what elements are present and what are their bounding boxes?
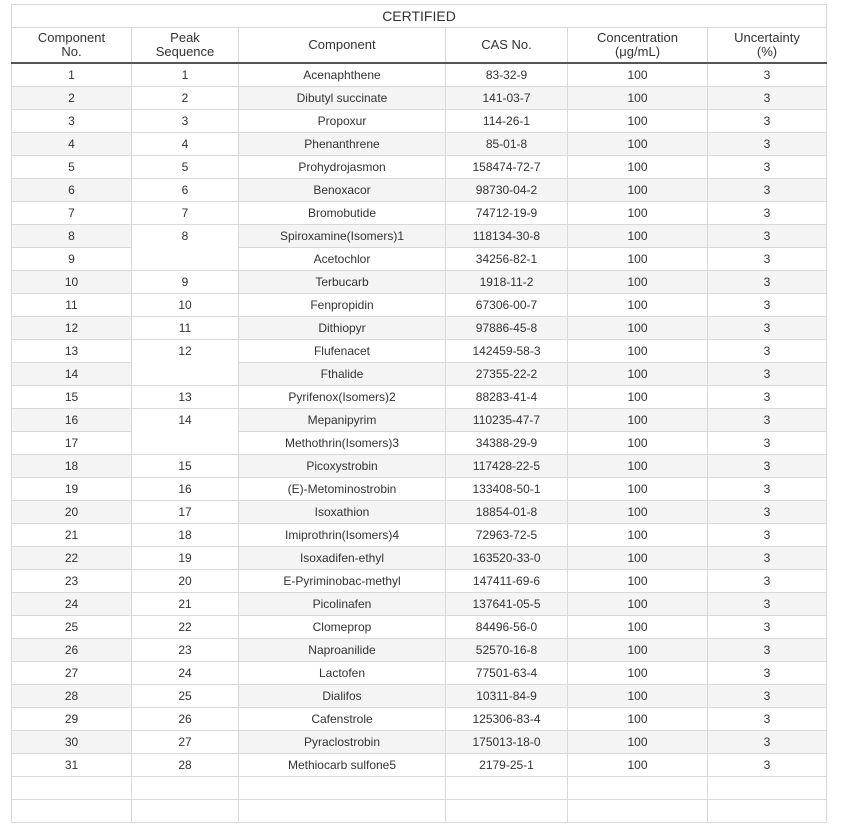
- cas-no-cell: 125306-83-4: [446, 708, 568, 731]
- component-no-cell: 17: [12, 432, 132, 455]
- cas-no-cell: 118134-30-8: [446, 225, 568, 248]
- cas-no-cell: 67306-00-7: [446, 294, 568, 317]
- table-row: [12, 340, 827, 363]
- peak-sequence-cell: 8: [132, 225, 239, 271]
- concentration-cell: 100: [568, 524, 708, 547]
- uncertainty-cell: 3: [708, 386, 827, 409]
- empty-cell: [239, 800, 446, 823]
- cas-no-cell: 1918-11-2: [446, 271, 568, 294]
- component-name-cell: Picolinafen: [239, 593, 446, 616]
- concentration-cell: 100: [568, 63, 708, 87]
- uncertainty-cell: 3: [708, 662, 827, 685]
- table-row: [12, 524, 827, 547]
- uncertainty-cell: 3: [708, 478, 827, 501]
- component-name-cell: Isoxathion: [239, 501, 446, 524]
- component-no-cell: 25: [12, 616, 132, 639]
- cas-no-cell: 141-03-7: [446, 87, 568, 110]
- peak-sequence-cell: 28: [132, 754, 239, 777]
- uncertainty-cell: 3: [708, 363, 827, 386]
- header-peak-sequence: Peak Sequence: [132, 28, 239, 64]
- component-name-cell: Acenaphthene: [239, 63, 446, 87]
- table-row: [12, 156, 827, 179]
- peak-sequence-cell: 15: [132, 455, 239, 478]
- component-no-cell: 27: [12, 662, 132, 685]
- component-no-cell: 8: [12, 225, 132, 248]
- uncertainty-cell: 3: [708, 593, 827, 616]
- concentration-cell: 100: [568, 685, 708, 708]
- concentration-cell: 100: [568, 110, 708, 133]
- concentration-cell: 100: [568, 409, 708, 432]
- cas-no-cell: 2179-25-1: [446, 754, 568, 777]
- table-row: [12, 386, 827, 409]
- cas-no-cell: 34388-29-9: [446, 432, 568, 455]
- uncertainty-cell: 3: [708, 754, 827, 777]
- peak-sequence-cell: 23: [132, 639, 239, 662]
- table-row: [12, 754, 827, 777]
- concentration-cell: 100: [568, 708, 708, 731]
- component-name-cell: Fthalide: [239, 363, 446, 386]
- component-name-cell: Dithiopyr: [239, 317, 446, 340]
- peak-sequence-cell: 7: [132, 202, 239, 225]
- component-name-cell: Clomeprop: [239, 616, 446, 639]
- cas-no-cell: 88283-41-4: [446, 386, 568, 409]
- cas-no-cell: 137641-05-5: [446, 593, 568, 616]
- concentration-cell: 100: [568, 363, 708, 386]
- concentration-cell: 100: [568, 639, 708, 662]
- table-row: [12, 409, 827, 432]
- empty-cell: [568, 777, 708, 800]
- component-name-cell: Phenanthrene: [239, 133, 446, 156]
- uncertainty-cell: 3: [708, 501, 827, 524]
- table-row: [12, 271, 827, 294]
- table-body: [12, 63, 827, 823]
- cas-no-cell: 117428-22-5: [446, 455, 568, 478]
- peak-sequence-cell: 24: [132, 662, 239, 685]
- uncertainty-cell: 3: [708, 685, 827, 708]
- component-name-cell: Flufenacet: [239, 340, 446, 363]
- table-title: CERTIFIED: [12, 5, 827, 28]
- concentration-cell: 100: [568, 271, 708, 294]
- table-row: [12, 478, 827, 501]
- cas-no-cell: 114-26-1: [446, 110, 568, 133]
- concentration-cell: 100: [568, 179, 708, 202]
- peak-sequence-cell: 25: [132, 685, 239, 708]
- component-name-cell: Pyrifenox(Isomers)2: [239, 386, 446, 409]
- peak-sequence-cell: 11: [132, 317, 239, 340]
- peak-sequence-cell: 10: [132, 294, 239, 317]
- table-row: [12, 685, 827, 708]
- concentration-cell: 100: [568, 731, 708, 754]
- component-name-cell: Pyraclostrobin: [239, 731, 446, 754]
- uncertainty-cell: 3: [708, 524, 827, 547]
- peak-sequence-cell: 26: [132, 708, 239, 731]
- table-title-row: [12, 5, 827, 28]
- uncertainty-cell: 3: [708, 432, 827, 455]
- peak-sequence-cell: 12: [132, 340, 239, 386]
- concentration-cell: 100: [568, 133, 708, 156]
- component-no-cell: 16: [12, 409, 132, 432]
- peak-sequence-cell: 27: [132, 731, 239, 754]
- component-name-cell: Fenpropidin: [239, 294, 446, 317]
- concentration-cell: 100: [568, 340, 708, 363]
- component-no-cell: 9: [12, 248, 132, 271]
- concentration-cell: 100: [568, 662, 708, 685]
- component-name-cell: Isoxadifen-ethyl: [239, 547, 446, 570]
- component-no-cell: 30: [12, 731, 132, 754]
- table-row: [12, 547, 827, 570]
- table-row: [12, 63, 827, 87]
- certified-components-table: [11, 4, 827, 823]
- component-no-cell: 21: [12, 524, 132, 547]
- uncertainty-cell: 3: [708, 547, 827, 570]
- cas-no-cell: 142459-58-3: [446, 340, 568, 363]
- component-name-cell: Spiroxamine(Isomers)1: [239, 225, 446, 248]
- concentration-cell: 100: [568, 202, 708, 225]
- component-no-cell: 4: [12, 133, 132, 156]
- table-row: [12, 179, 827, 202]
- empty-cell: [446, 800, 568, 823]
- table-row: [12, 662, 827, 685]
- table-row: [12, 616, 827, 639]
- cas-no-cell: 97886-45-8: [446, 317, 568, 340]
- empty-cell: [12, 777, 132, 800]
- peak-sequence-cell: 21: [132, 593, 239, 616]
- component-name-cell: Methiocarb sulfone5: [239, 754, 446, 777]
- component-no-cell: 26: [12, 639, 132, 662]
- uncertainty-cell: 3: [708, 616, 827, 639]
- uncertainty-cell: 3: [708, 317, 827, 340]
- component-no-cell: 2: [12, 87, 132, 110]
- concentration-cell: 100: [568, 593, 708, 616]
- concentration-cell: 100: [568, 432, 708, 455]
- uncertainty-cell: 3: [708, 271, 827, 294]
- uncertainty-cell: 3: [708, 87, 827, 110]
- component-no-cell: 10: [12, 271, 132, 294]
- component-no-cell: 5: [12, 156, 132, 179]
- component-name-cell: Mepanipyrim: [239, 409, 446, 432]
- component-no-cell: 28: [12, 685, 132, 708]
- component-name-cell: (E)-Metominostrobin: [239, 478, 446, 501]
- uncertainty-cell: 3: [708, 133, 827, 156]
- table-row: [12, 731, 827, 754]
- concentration-cell: 100: [568, 248, 708, 271]
- empty-cell: [132, 777, 239, 800]
- header-component: Component: [239, 28, 446, 64]
- concentration-cell: 100: [568, 386, 708, 409]
- table-row: [12, 110, 827, 133]
- uncertainty-cell: 3: [708, 294, 827, 317]
- component-name-cell: Dibutyl succinate: [239, 87, 446, 110]
- component-no-cell: 3: [12, 110, 132, 133]
- table-header-row: [12, 28, 827, 64]
- concentration-cell: 100: [568, 570, 708, 593]
- component-name-cell: Imiprothrin(Isomers)4: [239, 524, 446, 547]
- concentration-cell: 100: [568, 754, 708, 777]
- table-row: [12, 593, 827, 616]
- cas-no-cell: 83-32-9: [446, 63, 568, 87]
- cas-no-cell: 18854-01-8: [446, 501, 568, 524]
- concentration-cell: 100: [568, 478, 708, 501]
- uncertainty-cell: 3: [708, 202, 827, 225]
- component-name-cell: Methothrin(Isomers)3: [239, 432, 446, 455]
- component-no-cell: 29: [12, 708, 132, 731]
- concentration-cell: 100: [568, 87, 708, 110]
- uncertainty-cell: 3: [708, 248, 827, 271]
- peak-sequence-cell: 13: [132, 386, 239, 409]
- concentration-cell: 100: [568, 294, 708, 317]
- peak-sequence-cell: 18: [132, 524, 239, 547]
- component-no-cell: 23: [12, 570, 132, 593]
- component-no-cell: 22: [12, 547, 132, 570]
- table-row: [12, 133, 827, 156]
- cas-no-cell: 133408-50-1: [446, 478, 568, 501]
- component-name-cell: Propoxur: [239, 110, 446, 133]
- peak-sequence-cell: 22: [132, 616, 239, 639]
- component-no-cell: 11: [12, 294, 132, 317]
- component-name-cell: Bromobutide: [239, 202, 446, 225]
- cas-no-cell: 52570-16-8: [446, 639, 568, 662]
- table-row: [12, 501, 827, 524]
- concentration-cell: 100: [568, 547, 708, 570]
- peak-sequence-cell: 5: [132, 156, 239, 179]
- component-name-cell: Prohydrojasmon: [239, 156, 446, 179]
- component-name-cell: Benoxacor: [239, 179, 446, 202]
- concentration-cell: 100: [568, 501, 708, 524]
- component-no-cell: 1: [12, 63, 132, 87]
- peak-sequence-cell: 17: [132, 501, 239, 524]
- peak-sequence-cell: 1: [132, 63, 239, 87]
- component-no-cell: 24: [12, 593, 132, 616]
- peak-sequence-cell: 6: [132, 179, 239, 202]
- empty-cell: [132, 800, 239, 823]
- table-row: [12, 570, 827, 593]
- cas-no-cell: 34256-82-1: [446, 248, 568, 271]
- cas-no-cell: 98730-04-2: [446, 179, 568, 202]
- component-name-cell: Acetochlor: [239, 248, 446, 271]
- table-row: [12, 294, 827, 317]
- peak-sequence-cell: 16: [132, 478, 239, 501]
- table-row: [12, 225, 827, 248]
- cas-no-cell: 10311-84-9: [446, 685, 568, 708]
- empty-cell: [446, 777, 568, 800]
- component-name-cell: E-Pyriminobac-methyl: [239, 570, 446, 593]
- empty-cell: [568, 800, 708, 823]
- concentration-cell: 100: [568, 616, 708, 639]
- empty-table-row: [12, 777, 827, 800]
- certified-table-container: [11, 4, 826, 823]
- uncertainty-cell: 3: [708, 570, 827, 593]
- component-no-cell: 14: [12, 363, 132, 386]
- cas-no-cell: 74712-19-9: [446, 202, 568, 225]
- component-name-cell: Lactofen: [239, 662, 446, 685]
- table-row: [12, 317, 827, 340]
- component-no-cell: 19: [12, 478, 132, 501]
- cas-no-cell: 27355-22-2: [446, 363, 568, 386]
- component-name-cell: Picoxystrobin: [239, 455, 446, 478]
- component-no-cell: 20: [12, 501, 132, 524]
- cas-no-cell: 110235-47-7: [446, 409, 568, 432]
- cas-no-cell: 84496-56-0: [446, 616, 568, 639]
- component-no-cell: 12: [12, 317, 132, 340]
- peak-sequence-cell: 19: [132, 547, 239, 570]
- uncertainty-cell: 3: [708, 639, 827, 662]
- component-name-cell: Terbucarb: [239, 271, 446, 294]
- uncertainty-cell: 3: [708, 225, 827, 248]
- table-row: [12, 708, 827, 731]
- empty-cell: [708, 800, 827, 823]
- table-row: [12, 202, 827, 225]
- peak-sequence-cell: 9: [132, 271, 239, 294]
- cas-no-cell: 158474-72-7: [446, 156, 568, 179]
- peak-sequence-cell: 3: [132, 110, 239, 133]
- component-no-cell: 15: [12, 386, 132, 409]
- header-uncertainty: Uncertainty (%): [708, 28, 827, 64]
- uncertainty-cell: 3: [708, 340, 827, 363]
- component-name-cell: Cafenstrole: [239, 708, 446, 731]
- uncertainty-cell: 3: [708, 63, 827, 87]
- component-no-cell: 31: [12, 754, 132, 777]
- table-row: [12, 87, 827, 110]
- peak-sequence-cell: 20: [132, 570, 239, 593]
- concentration-cell: 100: [568, 156, 708, 179]
- component-name-cell: Dialifos: [239, 685, 446, 708]
- cas-no-cell: 163520-33-0: [446, 547, 568, 570]
- cas-no-cell: 175013-18-0: [446, 731, 568, 754]
- uncertainty-cell: 3: [708, 110, 827, 133]
- concentration-cell: 100: [568, 455, 708, 478]
- cas-no-cell: 77501-63-4: [446, 662, 568, 685]
- component-no-cell: 6: [12, 179, 132, 202]
- component-no-cell: 18: [12, 455, 132, 478]
- header-concentration: Concentration (μg/mL): [568, 28, 708, 64]
- peak-sequence-cell: 14: [132, 409, 239, 455]
- table-row: [12, 639, 827, 662]
- cas-no-cell: 72963-72-5: [446, 524, 568, 547]
- cas-no-cell: 85-01-8: [446, 133, 568, 156]
- empty-cell: [12, 800, 132, 823]
- uncertainty-cell: 3: [708, 156, 827, 179]
- component-no-cell: 7: [12, 202, 132, 225]
- component-no-cell: 13: [12, 340, 132, 363]
- uncertainty-cell: 3: [708, 409, 827, 432]
- concentration-cell: 100: [568, 225, 708, 248]
- header-cas-no: CAS No.: [446, 28, 568, 64]
- cas-no-cell: 147411-69-6: [446, 570, 568, 593]
- empty-table-row: [12, 800, 827, 823]
- uncertainty-cell: 3: [708, 179, 827, 202]
- empty-cell: [239, 777, 446, 800]
- empty-cell: [708, 777, 827, 800]
- peak-sequence-cell: 4: [132, 133, 239, 156]
- peak-sequence-cell: 2: [132, 87, 239, 110]
- component-name-cell: Naproanilide: [239, 639, 446, 662]
- uncertainty-cell: 3: [708, 455, 827, 478]
- concentration-cell: 100: [568, 317, 708, 340]
- uncertainty-cell: 3: [708, 731, 827, 754]
- header-component-no: Component No.: [12, 28, 132, 64]
- uncertainty-cell: 3: [708, 708, 827, 731]
- table-row: [12, 455, 827, 478]
